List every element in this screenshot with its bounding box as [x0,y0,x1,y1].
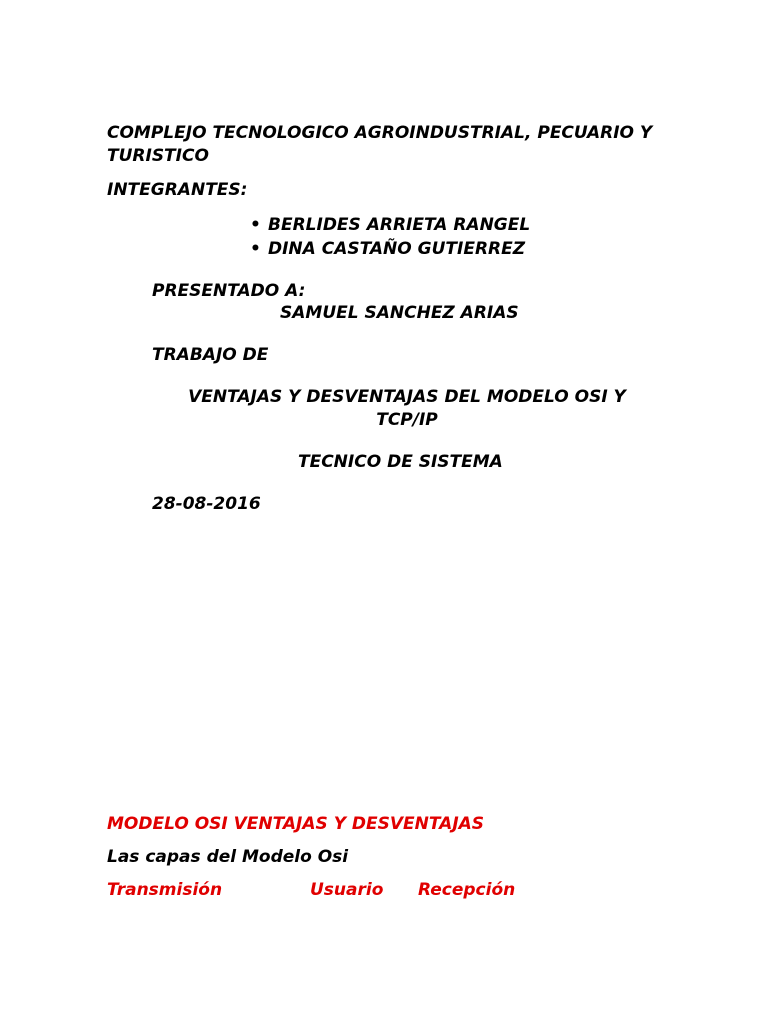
member-name: BERLIDES ARRIETA RANGEL [268,215,531,235]
work-topic: VENTAJAS Y DESVENTAJAS DEL MODELO OSI Y TCP/IP [188,387,626,430]
presented-to-label: PRESENTADO A: [152,281,306,301]
institution-name: COMPLEJO TECNOLOGICO AGROINDUSTRIAL, PECUARIO Y TURISTICO [107,123,653,166]
member-name: DINA CASTAÑO GUTIERREZ [268,239,526,259]
document-date: 28-08-2016 [152,494,261,514]
list-item [250,213,530,237]
list-item [250,237,530,261]
section-title: MODELO OSI VENTAJAS Y DESVENTAJAS [107,814,485,834]
section-subtitle: Las capas del Modelo Osi [107,847,349,867]
members-heading: INTEGRANTES: [107,180,248,200]
members-list [250,213,530,261]
bullet-icon: • [250,215,261,235]
column-header-user: Usuario [310,880,384,900]
presented-to-name: SAMUEL SANCHEZ ARIAS [280,303,519,323]
work-label: TRABAJO DE [152,345,269,365]
program-name: TECNICO DE SISTEMA [298,452,503,472]
bullet-icon: • [250,239,261,259]
column-header-transmission: Transmisión [107,880,223,900]
column-header-reception: Recepción [418,880,516,900]
